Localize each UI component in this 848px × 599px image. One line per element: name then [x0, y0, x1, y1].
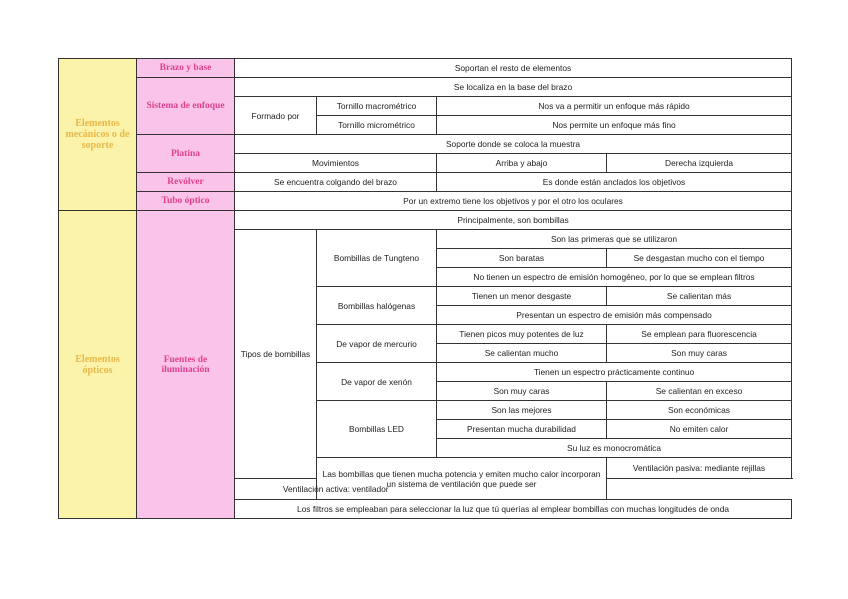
tungsteno-r3: No tienen un espectro de emisión homogéneo, por lo que se emplean filtros	[437, 268, 792, 287]
micro-desc: Nos permite un enfoque más fino	[437, 116, 792, 135]
table-row	[59, 192, 792, 211]
table-row	[59, 78, 792, 97]
mercurio-r2b: Son muy caras	[607, 344, 792, 363]
xenon-label: De vapor de xenón	[317, 363, 437, 401]
halogenas-label: Bombillas halógenas	[317, 287, 437, 325]
xenon-r2a: Son muy caras	[437, 382, 607, 401]
ventilacion-pasiva: Ventilación pasiva: mediante rejillas	[607, 458, 792, 479]
led-r3: Su luz es monocromática	[437, 439, 792, 458]
platina-mov-1: Arriba y abajo	[437, 154, 607, 173]
table-row	[59, 211, 792, 230]
category-opticos: Elementos ópticos	[59, 211, 137, 519]
macro-label: Tornillo macrométrico	[317, 97, 437, 116]
tungsteno-r2b: Se desgastan mucho con el tiempo	[607, 249, 792, 268]
xenon-r1: Tienen un espectro prácticamente continuo	[437, 363, 792, 382]
mercurio-r1b: Se emplean para fluorescencia	[607, 325, 792, 344]
mercurio-label: De vapor de mercurio	[317, 325, 437, 363]
table-row	[59, 59, 792, 78]
tungsteno-r1: Son las primeras que se utilizaron	[437, 230, 792, 249]
platina-desc: Soporte donde se coloca la muestra	[235, 135, 792, 154]
halogenas-r2: Presentan un espectro de emisión más compensado	[437, 306, 792, 325]
enfoque-formado: Formado por	[235, 97, 317, 135]
led-r2a: Presentan mucha durabilidad	[437, 420, 607, 439]
led-r2b: No emiten calor	[607, 420, 792, 439]
fuentes-principal: Principalmente, son bombillas	[235, 211, 792, 230]
mercurio-r1a: Tienen picos muy potentes de luz	[437, 325, 607, 344]
tungsteno-label: Bombillas de Tungteno	[317, 230, 437, 287]
sub-fuentes: Fuentes de iluminación	[137, 211, 235, 519]
tubo-desc: Por un extremo tiene los objetivos y por el otro los oculares	[235, 192, 792, 211]
brazo-desc-2: Se localiza en la base del brazo	[235, 78, 792, 97]
tungsteno-r2a: Son baratas	[437, 249, 607, 268]
tipos-bombillas: Tipos de bombillas	[235, 230, 317, 479]
brazo-desc-1: Soportan el resto de elementos	[235, 59, 792, 78]
sub-platina: Platina	[137, 135, 235, 173]
sub-revolver: Revólver	[137, 173, 235, 192]
halogenas-r1b: Se calientan más	[607, 287, 792, 306]
ventilacion-activa: Ventilación activa: ventilador	[235, 479, 437, 500]
sub-brazo: Brazo y base	[137, 59, 235, 78]
revolver-desc-2: Es donde están anclados los objetivos	[437, 173, 792, 192]
macro-desc: Nos va a permitir un enfoque más rápido	[437, 97, 792, 116]
sub-enfoque: Sistema de enfoque	[137, 78, 235, 135]
xenon-r2b: Se calientan en exceso	[607, 382, 792, 401]
halogenas-r1a: Tienen un menor desgaste	[437, 287, 607, 306]
led-label: Bombillas LED	[317, 401, 437, 458]
platina-mov-2: Derecha izquierda	[607, 154, 792, 173]
sub-tubo: Tubo óptico	[137, 192, 235, 211]
led-r1a: Son las mejores	[437, 401, 607, 420]
microscope-table	[58, 58, 792, 519]
micro-label: Tornillo micrométrico	[317, 116, 437, 135]
table-row	[59, 135, 792, 154]
platina-mov: Movimientos	[235, 154, 437, 173]
table-row	[59, 173, 792, 192]
revolver-desc-1: Se encuentra colgando del brazo	[235, 173, 437, 192]
category-mecanicos: Elementos mecánicos o de soporte	[59, 59, 137, 211]
ventilacion-label: Las bombillas que tienen mucha potencia y emiten mucho calor incorporan un sistema de ventilación que puede ser	[317, 458, 607, 500]
mercurio-r2a: Se calientan mucho	[437, 344, 607, 363]
filtros-desc: Los filtros se empleaban para seleccionar la luz que tú querías al emplear bombillas con muchas longitudes de onda	[235, 500, 792, 519]
led-r1b: Son económicas	[607, 401, 792, 420]
